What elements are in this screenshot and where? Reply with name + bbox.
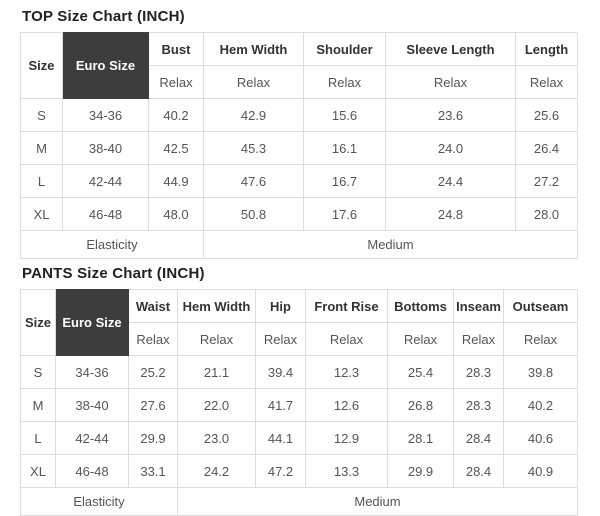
size-cell: XL xyxy=(21,198,63,231)
value-cell: 24.4 xyxy=(386,165,516,198)
value-cell: 40.9 xyxy=(504,455,578,488)
value-cell: 39.4 xyxy=(256,356,306,389)
table-row xyxy=(21,165,578,198)
value-cell: 28.4 xyxy=(454,455,504,488)
euro-size-cell: 38-40 xyxy=(63,132,149,165)
value-cell: 12.3 xyxy=(306,356,388,389)
value-cell: 24.0 xyxy=(386,132,516,165)
value-cell: 26.8 xyxy=(388,389,454,422)
value-cell: 29.9 xyxy=(388,455,454,488)
value-cell: 45.3 xyxy=(204,132,304,165)
value-cell: 28.1 xyxy=(388,422,454,455)
col-header-size: Size xyxy=(21,33,63,99)
value-cell: 50.8 xyxy=(204,198,304,231)
size-cell: L xyxy=(21,422,56,455)
size-cell: M xyxy=(21,132,63,165)
measure-header-row xyxy=(21,290,578,323)
col-header-size: Size xyxy=(21,290,56,356)
elasticity-label-cell: Elasticity xyxy=(21,488,178,516)
value-cell: 13.3 xyxy=(306,455,388,488)
value-cell: 28.0 xyxy=(516,198,578,231)
fit-cell: Relax xyxy=(304,66,386,99)
elasticity-value-cell: Medium xyxy=(178,488,578,516)
pants-size-chart-section xyxy=(20,259,600,516)
euro-size-cell: 46-48 xyxy=(56,455,129,488)
table-row xyxy=(21,198,578,231)
table-row xyxy=(21,389,578,422)
table-row xyxy=(21,422,578,455)
col-header-sleeve-length: Sleeve Length xyxy=(386,33,516,66)
value-cell: 48.0 xyxy=(149,198,204,231)
euro-size-cell: 34-36 xyxy=(56,356,129,389)
top-size-chart-title: TOP Size Chart (INCH) xyxy=(22,8,185,25)
euro-size-cell: 42-44 xyxy=(63,165,149,198)
col-header-inseam: Inseam xyxy=(454,290,504,323)
measure-header-row xyxy=(21,33,578,66)
value-cell: 40.6 xyxy=(504,422,578,455)
value-cell: 47.2 xyxy=(256,455,306,488)
size-cell: L xyxy=(21,165,63,198)
value-cell: 16.1 xyxy=(304,132,386,165)
value-cell: 25.4 xyxy=(388,356,454,389)
col-header-bust: Bust xyxy=(149,33,204,66)
value-cell: 26.4 xyxy=(516,132,578,165)
top-size-chart-table xyxy=(20,32,578,259)
value-cell: 16.7 xyxy=(304,165,386,198)
value-cell: 33.1 xyxy=(129,455,178,488)
fit-cell: Relax xyxy=(386,66,516,99)
value-cell: 27.6 xyxy=(129,389,178,422)
value-cell: 47.6 xyxy=(204,165,304,198)
fit-cell: Relax xyxy=(204,66,304,99)
table-row xyxy=(21,356,578,389)
table-row xyxy=(21,99,578,132)
value-cell: 22.0 xyxy=(178,389,256,422)
fit-cell: Relax xyxy=(504,323,578,356)
value-cell: 44.1 xyxy=(256,422,306,455)
value-cell: 42.9 xyxy=(204,99,304,132)
size-cell: S xyxy=(21,99,63,132)
col-header-hem-width: Hem Width xyxy=(178,290,256,323)
value-cell: 12.9 xyxy=(306,422,388,455)
col-header-euro-size: Euro Size xyxy=(63,33,149,99)
col-header-front-rise: Front Rise xyxy=(306,290,388,323)
elasticity-row xyxy=(21,231,578,259)
value-cell: 25.2 xyxy=(129,356,178,389)
value-cell: 44.9 xyxy=(149,165,204,198)
size-cell: XL xyxy=(21,455,56,488)
size-cell: M xyxy=(21,389,56,422)
elasticity-value-cell: Medium xyxy=(204,231,578,259)
value-cell: 24.2 xyxy=(178,455,256,488)
value-cell: 25.6 xyxy=(516,99,578,132)
value-cell: 42.5 xyxy=(149,132,204,165)
col-header-waist: Waist xyxy=(129,290,178,323)
col-header-hem-width: Hem Width xyxy=(204,33,304,66)
fit-cell: Relax xyxy=(388,323,454,356)
col-header-euro-size: Euro Size xyxy=(56,290,129,356)
col-header-outseam: Outseam xyxy=(504,290,578,323)
value-cell: 21.1 xyxy=(178,356,256,389)
pants-size-chart-title: PANTS Size Chart (INCH) xyxy=(22,265,205,282)
fit-cell: Relax xyxy=(129,323,178,356)
pants-size-chart-table xyxy=(20,289,578,516)
value-cell: 29.9 xyxy=(129,422,178,455)
fit-cell: Relax xyxy=(306,323,388,356)
euro-size-cell: 42-44 xyxy=(56,422,129,455)
euro-size-cell: 46-48 xyxy=(63,198,149,231)
value-cell: 28.3 xyxy=(454,356,504,389)
euro-size-cell: 34-36 xyxy=(63,99,149,132)
value-cell: 28.4 xyxy=(454,422,504,455)
value-cell: 24.8 xyxy=(386,198,516,231)
fit-cell: Relax xyxy=(516,66,578,99)
fit-cell: Relax xyxy=(256,323,306,356)
value-cell: 12.6 xyxy=(306,389,388,422)
value-cell: 40.2 xyxy=(504,389,578,422)
value-cell: 15.6 xyxy=(304,99,386,132)
value-cell: 17.6 xyxy=(304,198,386,231)
euro-size-cell: 38-40 xyxy=(56,389,129,422)
top-size-chart-section xyxy=(20,0,600,259)
elasticity-row xyxy=(21,488,578,516)
value-cell: 39.8 xyxy=(504,356,578,389)
elasticity-label-cell: Elasticity xyxy=(21,231,204,259)
size-cell: S xyxy=(21,356,56,389)
value-cell: 40.2 xyxy=(149,99,204,132)
value-cell: 23.0 xyxy=(178,422,256,455)
value-cell: 23.6 xyxy=(386,99,516,132)
col-header-bottoms: Bottoms xyxy=(388,290,454,323)
fit-cell: Relax xyxy=(454,323,504,356)
fit-cell: Relax xyxy=(178,323,256,356)
value-cell: 27.2 xyxy=(516,165,578,198)
table-row xyxy=(21,455,578,488)
fit-cell: Relax xyxy=(149,66,204,99)
col-header-shoulder: Shoulder xyxy=(304,33,386,66)
col-header-length: Length xyxy=(516,33,578,66)
value-cell: 28.3 xyxy=(454,389,504,422)
table-row xyxy=(21,132,578,165)
col-header-hip: Hip xyxy=(256,290,306,323)
value-cell: 41.7 xyxy=(256,389,306,422)
